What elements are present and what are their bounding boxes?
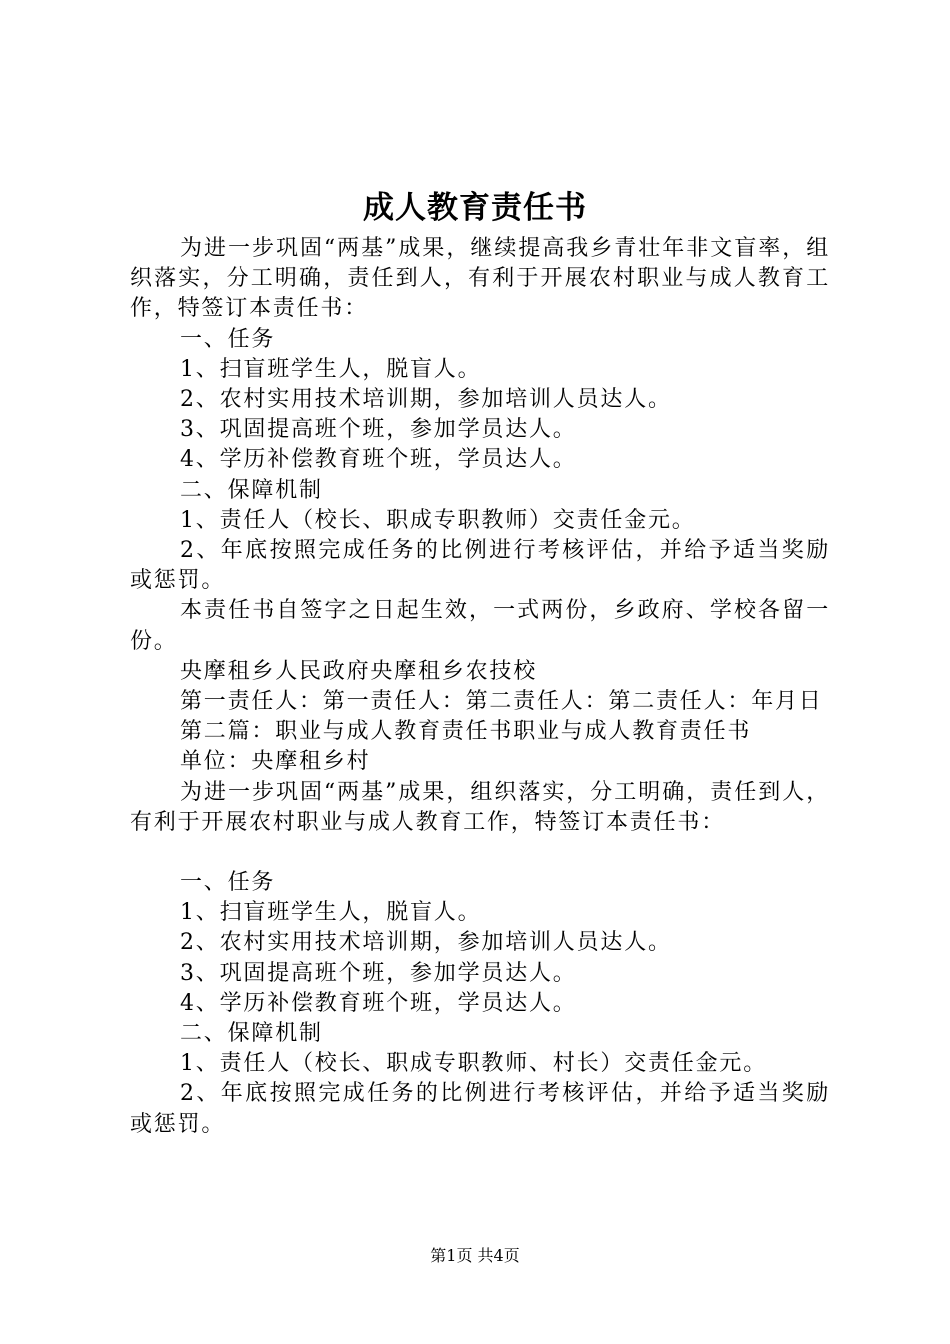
list-item: 3、巩固提高班个班，参加学员达人。	[180, 417, 577, 443]
list-item: 4、学历补偿教育班个班，学员达人。	[180, 447, 577, 473]
section-heading: 一、任务	[180, 870, 276, 896]
list-item: 1、责任人（校长、职成专职教师、村长）交责任金元。	[180, 1051, 767, 1077]
document-title: 成人教育责任书	[363, 190, 587, 226]
list-item: 2、年底按照完成任务的比例进行考核评估，并给予适当奖励或惩罚。	[130, 538, 830, 594]
list-item: 1、扫盲班学生人，脱盲人。	[180, 900, 482, 926]
list-item: 4、学历补偿教育班个班，学员达人。	[180, 990, 577, 1016]
paragraph: 为进一步巩固“两基”成果，继续提高我乡青壮年非文盲率，组织落实，分工明确，责任到人，有利于开展农村职业与成人教育工作，特签订本责任书：	[130, 236, 830, 322]
unit-line: 单位：央摩租乡村	[180, 749, 371, 775]
section-heading: 一、任务	[180, 326, 276, 352]
paragraph: 本责任书自签字之日起生效，一式两份，乡政府、学校各留一份。	[130, 598, 830, 654]
list-item: 2、农村实用技术培训期，参加培训人员达人。	[180, 387, 672, 413]
section-heading: 二、保障机制	[180, 1021, 323, 1047]
list-item: 2、农村实用技术培训期，参加培训人员达人。	[180, 930, 672, 956]
signature-line: 第一责任人：第一责任人：第二责任人：第二责任人：年月日	[180, 689, 823, 715]
list-item: 2、年底按照完成任务的比例进行考核评估，并给予适当奖励或惩罚。	[130, 1081, 830, 1137]
page-footer: 第1页 共4页	[430, 1246, 520, 1265]
document-body	[130, 234, 830, 1140]
list-item: 1、扫盲班学生人，脱盲人。	[180, 356, 482, 382]
list-item: 3、巩固提高班个班，参加学员达人。	[180, 960, 577, 986]
list-item: 1、责任人（校长、职成专职教师）交责任金元。	[180, 507, 696, 533]
signing-parties: 央摩租乡人民政府央摩租乡农技校	[180, 658, 538, 684]
paragraph: 为进一步巩固“两基”成果，组织落实，分工明确，责任到人，有利于开展农村职业与成人教育工作，特签订本责任书：	[130, 779, 830, 835]
section-heading: 二、保障机制	[180, 477, 323, 503]
second-part-heading: 第二篇：职业与成人教育责任书职业与成人教育责任书	[180, 719, 752, 745]
